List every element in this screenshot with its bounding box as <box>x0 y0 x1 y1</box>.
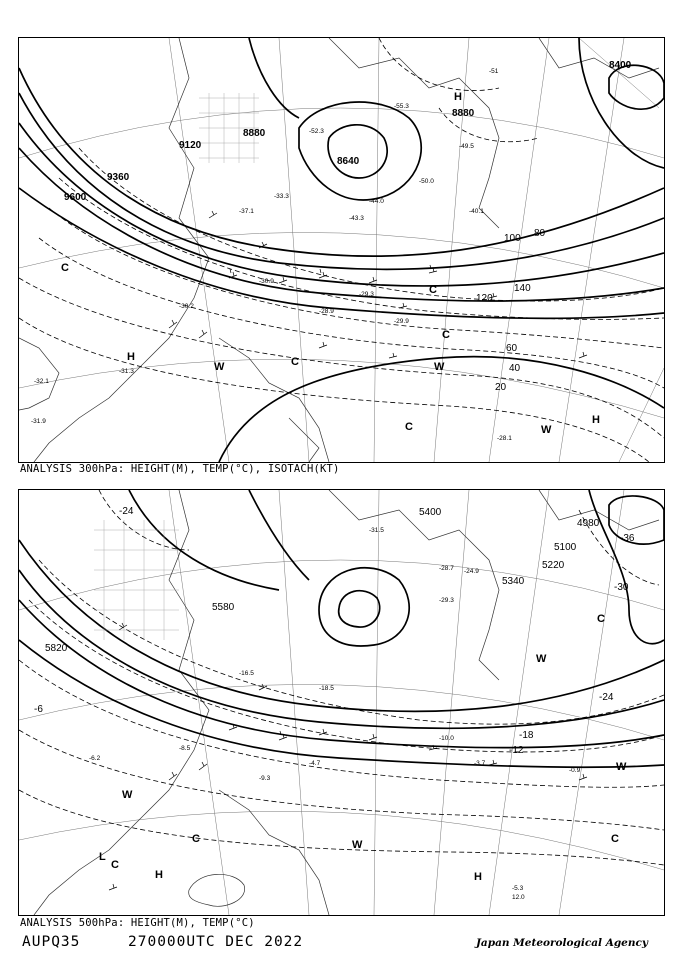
caption-500hpa: ANALYSIS 500hPa: HEIGHT(M), TEMP(°C) <box>20 917 255 929</box>
isotach-label: 120 <box>476 293 493 304</box>
system-markers <box>61 91 600 436</box>
station-label: -10.0 <box>439 735 454 742</box>
cold-marker: C <box>405 421 413 433</box>
low-marker: L <box>99 851 106 863</box>
map-panel-300hpa <box>18 37 665 463</box>
isotherm-label: -24 <box>119 506 134 517</box>
warm-marker: W <box>434 361 445 373</box>
cold-marker: C <box>111 859 119 871</box>
agency-name: Japan Meteorological Agency <box>475 937 648 949</box>
warm-marker: W <box>616 761 627 773</box>
height-label: 5580 <box>212 602 235 613</box>
height-labels <box>45 507 600 654</box>
temp-label: -30.9 <box>259 278 274 285</box>
temp-label: -44.0 <box>369 198 384 205</box>
map-500hpa-svg <box>19 490 664 915</box>
warm-marker: W <box>122 789 133 801</box>
temp-label: -55.3 <box>394 103 409 110</box>
valid-time: 270000UTC DEC 2022 <box>128 934 304 950</box>
station-label: -24.9 <box>464 568 479 575</box>
height-contours <box>19 490 664 767</box>
temp-label: -40.1 <box>469 208 484 215</box>
temp-label: -50.0 <box>419 178 434 185</box>
height-label: 5220 <box>542 560 565 571</box>
temp-label: -28.1 <box>497 435 512 442</box>
high-marker: H <box>474 871 482 883</box>
height-contours <box>19 38 664 462</box>
chart-identifier: AUPQ35 <box>22 934 81 950</box>
height-label: 5340 <box>502 576 525 587</box>
station-label: -18.5 <box>319 685 334 692</box>
warm-marker: W <box>536 653 547 665</box>
isotach-label: 40 <box>509 363 521 374</box>
temp-label: -32.1 <box>34 378 49 385</box>
station-label: -0.9 <box>569 767 581 774</box>
height-labels <box>64 60 632 203</box>
cold-marker: C <box>61 262 69 274</box>
cold-marker: C <box>192 833 200 845</box>
isotach-label: 100 <box>504 233 521 244</box>
temp-label: -31.9 <box>31 418 46 425</box>
cold-marker: C <box>442 329 450 341</box>
temp-label: -33.3 <box>274 193 289 200</box>
cold-marker: C <box>611 833 619 845</box>
station-label: -29.3 <box>439 597 454 604</box>
height-label: 4980 <box>577 518 600 529</box>
map-300hpa-svg <box>19 38 664 462</box>
station-label: -3.7 <box>474 760 486 767</box>
isotherm-label: -12 <box>509 745 524 756</box>
station-label: -31.5 <box>369 527 384 534</box>
isotachs <box>19 38 664 462</box>
height-label: 8640 <box>337 156 360 167</box>
station-label: -28.7 <box>439 565 454 572</box>
temp-label: -28.9 <box>319 308 334 315</box>
high-marker: H <box>592 414 600 426</box>
temp-label: -31.3 <box>119 368 134 375</box>
station-label: -16.5 <box>239 670 254 677</box>
map-panel-500hpa <box>18 489 665 916</box>
temp-label: -43.3 <box>349 215 364 222</box>
cold-marker: C <box>429 284 437 296</box>
isotach-label: 60 <box>506 343 518 354</box>
height-label: 5820 <box>45 643 68 654</box>
temp-label: -51 <box>489 68 499 75</box>
isotherm-label: -6 <box>34 704 43 715</box>
temp-label: -29.9 <box>394 318 409 325</box>
height-label: 9600 <box>64 192 87 203</box>
temperature-labels <box>31 68 512 442</box>
high-marker: H <box>454 91 462 103</box>
height-label: 5400 <box>419 507 442 518</box>
isotherm-label: -36 <box>620 533 635 544</box>
isotach-labels <box>476 228 546 393</box>
cold-marker: C <box>597 613 605 625</box>
station-label: -8.5 <box>179 745 191 752</box>
height-label: 9120 <box>179 140 202 151</box>
cold-marker: C <box>291 356 299 368</box>
temp-label: -52.3 <box>309 128 324 135</box>
height-label: 5100 <box>554 542 577 553</box>
station-label: 12.0 <box>512 894 525 901</box>
temp-label: -29.3 <box>359 291 374 298</box>
temp-label: -37.1 <box>239 208 254 215</box>
height-label: 8400 <box>609 60 632 71</box>
isotherm-label: -24 <box>599 692 614 703</box>
station-label: -6.2 <box>89 755 101 762</box>
station-label: -5.3 <box>512 885 524 892</box>
caption-300hpa: ANALYSIS 300hPa: HEIGHT(M), TEMP(°C), ISOTACH(KT) <box>20 463 340 475</box>
height-label: 9360 <box>107 172 130 183</box>
warm-marker: W <box>541 424 552 436</box>
warm-marker: W <box>214 361 225 373</box>
high-marker: H <box>127 351 135 363</box>
graticule <box>19 490 664 915</box>
height-label: 8880 <box>243 128 266 139</box>
graticule <box>19 38 664 462</box>
warm-marker: W <box>352 839 363 851</box>
station-label: -9.3 <box>259 775 271 782</box>
isotach-label: 80 <box>534 228 546 239</box>
isotherm-label: -18 <box>519 730 534 741</box>
temp-label: -30.2 <box>179 303 194 310</box>
isotach-label: 140 <box>514 283 531 294</box>
isotach-label: 20 <box>495 382 507 393</box>
isotherm-label: -30 <box>614 582 629 593</box>
high-marker: H <box>155 869 163 881</box>
station-label: -4.7 <box>309 760 321 767</box>
height-label: 8880 <box>452 108 475 119</box>
temp-label: -49.5 <box>459 143 474 150</box>
coastlines <box>34 490 659 915</box>
